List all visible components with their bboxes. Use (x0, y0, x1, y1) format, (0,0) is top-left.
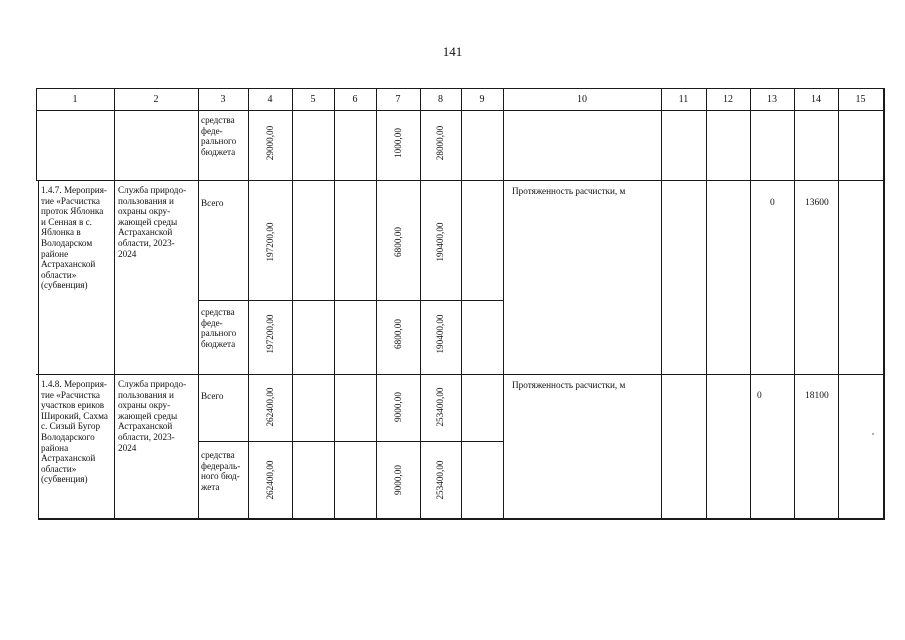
column-divider (114, 88, 115, 520)
column-divider (750, 88, 751, 520)
column-divider (706, 88, 707, 520)
funding-type-cell: средства феде- рального бюджета (201, 115, 237, 157)
funding-type-cell: Всего (201, 198, 224, 208)
amount-col8: 253400,00 (435, 387, 445, 427)
column-header: 14 (811, 93, 821, 105)
amount-col4: 197200,00 (265, 314, 275, 354)
column-header: 1 (72, 93, 78, 105)
column-header: 6 (352, 93, 358, 105)
amount-col8: 190400,00 (435, 222, 445, 262)
amount-col4: 29000,00 (265, 125, 275, 161)
page-number: 141 (442, 44, 463, 59)
column-header: 8 (438, 93, 443, 105)
table-border-right (883, 88, 885, 520)
measure-cell: 1.4.8. Мероприя- тие «Расчистка участков ериков Широкий, Сахма с. Сизый Бугор Володарского района Астраханской области» (субвенция) (41, 379, 108, 485)
column-divider (503, 88, 504, 520)
funding-type-cell: средства феде- рального бюджета (201, 307, 237, 349)
amount-col8: 28000,00 (435, 125, 445, 161)
funding-type-cell: средства федераль- ного бюд- жета (201, 450, 241, 492)
value-col14: 13600 (805, 198, 829, 208)
scan-speck (872, 433, 874, 435)
amount-col7: 9000,00 (393, 392, 403, 422)
column-divider (198, 88, 199, 520)
amount-col4: 197200,00 (265, 222, 275, 262)
column-divider (376, 88, 377, 520)
amount-col4: 262400,00 (265, 460, 275, 500)
column-divider (794, 88, 795, 520)
column-divider (38, 180, 39, 520)
column-header: 5 (310, 93, 316, 105)
column-header: 9 (479, 93, 485, 105)
column-divider (292, 88, 293, 520)
amount-col7: 6800,00 (393, 319, 403, 349)
data-table (36, 88, 885, 520)
value-col14: 18100 (805, 391, 829, 401)
column-header: 2 (153, 93, 159, 105)
subrow-divider (198, 300, 504, 301)
amount-col8: 253400,00 (435, 460, 445, 500)
column-header: 11 (678, 93, 689, 105)
column-divider (838, 88, 839, 520)
value-col13: 0 (770, 198, 775, 208)
amount-col8: 190400,00 (435, 314, 445, 354)
indicator-cell: Протяженность расчистки, м (512, 380, 626, 390)
column-header: 15 (855, 93, 866, 105)
column-divider (334, 88, 335, 520)
column-divider (461, 88, 462, 520)
amount-col7: 6800,00 (393, 227, 403, 257)
subrow-divider (198, 441, 504, 442)
executor-cell: Служба природо- пользования и охраны окру- жающей среды Астраханской области, 2023- 2024 (118, 379, 187, 453)
column-header: 12 (723, 93, 733, 105)
indicator-cell: Протяженность расчистки, м (512, 186, 626, 196)
column-header: 4 (267, 93, 273, 105)
column-header: 3 (220, 93, 226, 105)
executor-cell: Служба природо- пользования и охраны окру- жающей среды Астраханской области, 2023- 2024 (118, 185, 187, 259)
column-divider (420, 88, 421, 520)
column-header: 13 (767, 93, 777, 105)
column-divider (248, 88, 249, 520)
amount-col7: 9000,00 (393, 465, 403, 495)
amount-col7: 1000,00 (393, 128, 403, 158)
value-col13: 0 (757, 391, 762, 401)
column-header: 7 (395, 93, 401, 105)
column-divider (661, 88, 662, 520)
measure-cell: 1.4.7. Мероприя- тие «Расчистка проток Яблонка и Сенная в с. Яблонка в Володарском районе Астраханской области» (субвенция) (41, 185, 107, 291)
amount-col4: 262400,00 (265, 387, 275, 427)
funding-type-cell: Всего (201, 391, 224, 401)
column-header: 10 (577, 93, 587, 105)
